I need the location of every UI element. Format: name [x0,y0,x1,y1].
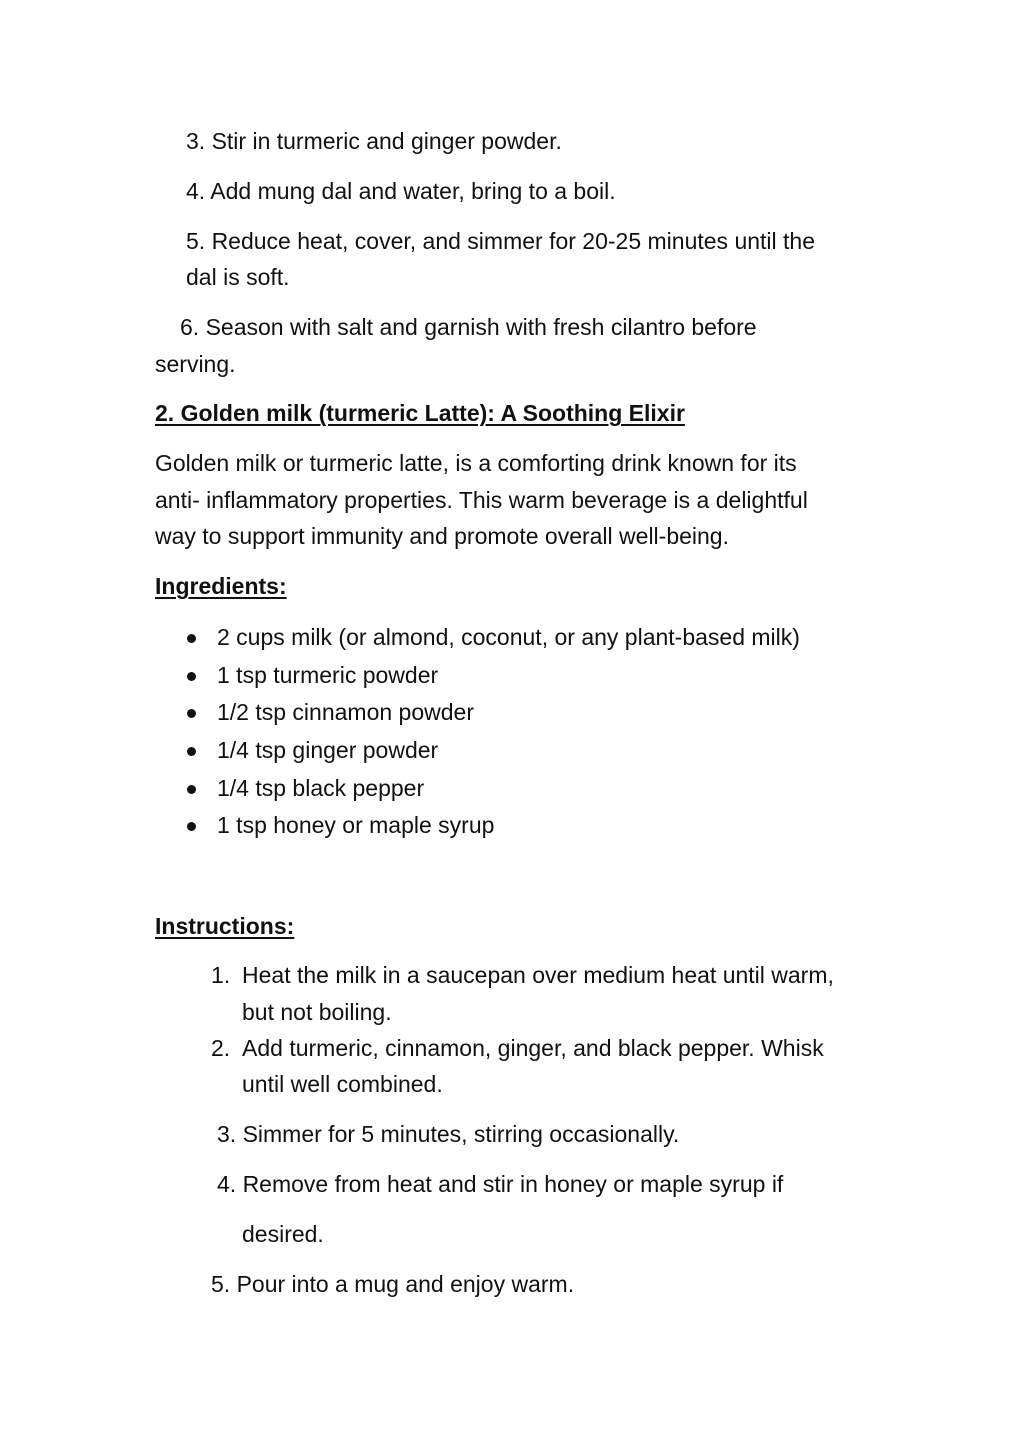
intro-paragraph-line-2: anti- inflammatory properties. This warm beverage is a delightful [155,487,808,513]
instruction-step-3: 3. Simmer for 5 minutes, stirring occasionally. [217,1121,680,1147]
dal-step-5-line-2: dal is soft. [186,264,290,290]
list-number: 1. [211,962,231,988]
dal-step-5-line-1: 5. Reduce heat, cover, and simmer for 20-25 minutes until the [186,228,815,254]
instruction-step-5: 5. Pour into a mug and enjoy warm. [211,1271,575,1297]
bullet-icon [187,672,196,681]
instruction-step-1-line-2: but not boiling. [242,999,392,1025]
instruction-step-1-line-1: Heat the milk in a saucepan over medium heat until warm, [242,962,834,988]
list-number: 2. [211,1035,231,1061]
section-heading-golden-milk: 2. Golden milk (turmeric Latte): A Soothing Elixir [155,400,685,426]
dal-step-3: 3. Stir in turmeric and ginger powder. [186,128,562,154]
bullet-icon [187,822,196,831]
bullet-icon [187,709,196,718]
ingredient-item: 1/2 tsp cinnamon powder [217,699,474,725]
instruction-step-4-line-1: 4. Remove from heat and stir in honey or maple syrup if [217,1171,784,1197]
bullet-icon [187,634,196,643]
ingredient-item: 1/4 tsp black pepper [217,775,425,801]
ingredient-item: 2 cups milk (or almond, coconut, or any plant-based milk) [217,624,800,650]
bullet-icon [187,785,196,794]
ingredient-item: 1/4 tsp ginger powder [217,737,439,763]
bullet-icon [187,747,196,756]
intro-paragraph-line-3: way to support immunity and promote overall well-being. [155,523,729,549]
dal-step-6-line-1: 6. Season with salt and garnish with fresh cilantro before [180,314,757,340]
ingredient-item: 1 tsp turmeric powder [217,662,439,688]
instruction-step-2-line-1: Add turmeric, cinnamon, ginger, and black pepper. Whisk [242,1035,824,1061]
instruction-step-2-line-2: until well combined. [242,1071,443,1097]
ingredients-heading: Ingredients: [155,573,287,599]
ingredient-item: 1 tsp honey or maple syrup [217,812,495,838]
dal-step-6-line-2: serving. [155,351,236,377]
instructions-heading: Instructions: [155,913,295,939]
instruction-step-4-line-2: desired. [242,1221,324,1247]
intro-paragraph-line-1: Golden milk or turmeric latte, is a comforting drink known for its [155,450,797,476]
dal-step-4: 4. Add mung dal and water, bring to a boil. [186,178,616,204]
